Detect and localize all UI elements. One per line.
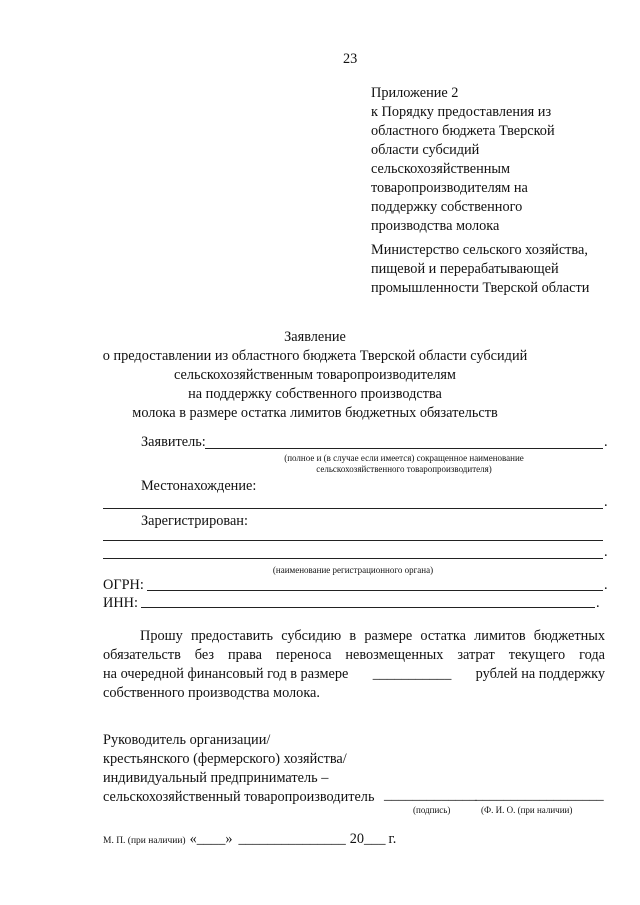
stamp-date-line xyxy=(103,830,396,849)
name-field[interactable]: __________________ xyxy=(475,787,604,803)
title-line: Заявление xyxy=(284,329,346,345)
signature-field[interactable]: _____________ xyxy=(384,787,477,803)
request-text: на очередной финансовый год в размере xyxy=(103,666,349,682)
registered-field-1[interactable] xyxy=(103,540,603,541)
registered-label: Зарегистрирован: xyxy=(141,513,248,529)
location-field[interactable] xyxy=(103,508,603,509)
appendix-line: к Порядку предоставления из xyxy=(371,104,552,120)
addressee-block xyxy=(371,241,631,298)
signatory-line: индивидуальный предприниматель – xyxy=(103,770,329,786)
name-hint: (Ф. И. О. (при наличии) xyxy=(481,805,573,815)
appendix-line: поддержку собственного xyxy=(371,199,523,215)
year-suffix: г. xyxy=(388,831,397,847)
appendix-line: области субсидий xyxy=(371,142,480,158)
inn-label: ИНН: xyxy=(103,595,138,611)
mp-label: М. П. (при наличии) xyxy=(103,836,186,846)
inn-field[interactable] xyxy=(141,607,595,608)
signature-hint: (подпись) xyxy=(413,805,451,815)
applicant-label: Заявитель: xyxy=(141,434,206,450)
period: . xyxy=(604,494,608,510)
year-field[interactable]: ___ xyxy=(364,831,386,847)
signatory-line: Руководитель организации/ xyxy=(103,732,271,748)
addressee-line: промышленности Тверской области xyxy=(371,280,590,296)
title-line: о предоставлении из областного бюджета Тверской области субсидий xyxy=(102,348,528,364)
request-line-amount xyxy=(103,665,605,684)
document-title xyxy=(80,328,550,423)
period: . xyxy=(596,595,600,611)
appendix-line: сельскохозяйственным xyxy=(371,161,511,177)
quote-open: « xyxy=(189,831,197,847)
applicant-hint-2: сельскохозяйственного товаропроизводителя) xyxy=(316,464,492,474)
appendix-line: товаропроизводителям на xyxy=(371,180,528,196)
registered-field-2[interactable] xyxy=(103,558,603,559)
request-text: рублей на поддержку xyxy=(475,666,605,682)
request-line: собственного производства молока. xyxy=(103,685,320,701)
addressee-line: пищевой и перерабатывающей xyxy=(371,261,559,277)
request-line: обязательств без права переноса невозмещенных затрат текущего года xyxy=(103,647,605,663)
appendix-line: производства молока xyxy=(371,218,500,234)
signatory-block xyxy=(103,731,403,807)
year-prefix: 20 xyxy=(349,831,365,847)
registered-hint: (наименование регистрационного органа) xyxy=(272,565,434,575)
title-line: сельскохозяйственным товаропроизводителям xyxy=(174,367,456,383)
title-line: молока в размере остатка лимитов бюджетных обязательств xyxy=(132,405,498,421)
amount-field[interactable]: ___________ xyxy=(372,666,452,682)
signatory-line: крестьянского (фермерского) хозяйства/ xyxy=(103,751,347,767)
location-label: Местонахождение: xyxy=(141,478,257,494)
month-field[interactable]: _______________ xyxy=(238,831,346,847)
ogrn-field[interactable] xyxy=(147,590,603,591)
signatory-line: сельскохозяйственный товаропроизводитель xyxy=(103,789,375,805)
request-paragraph xyxy=(103,627,605,703)
title-line: на поддержку собственного производства xyxy=(188,386,442,402)
appendix-line: областного бюджета Тверской xyxy=(371,123,555,139)
applicant-hint-1: (полное и (в случае если имеется) сокращенное наименование xyxy=(284,453,524,463)
page-number: 23 xyxy=(343,51,358,67)
period: . xyxy=(604,434,608,450)
appendix-line: Приложение 2 xyxy=(371,85,459,101)
appendix-block xyxy=(371,84,621,236)
quote-close: » xyxy=(225,831,233,847)
period: . xyxy=(604,577,608,593)
request-line: Прошу предоставить субсидию в размере остатка лимитов бюджетных xyxy=(140,628,605,644)
addressee-line: Министерство сельского хозяйства, xyxy=(371,242,588,258)
period: . xyxy=(604,544,608,560)
day-field[interactable]: ____ xyxy=(196,831,226,847)
applicant-field[interactable] xyxy=(205,448,603,449)
ogrn-label: ОГРН: xyxy=(103,577,144,593)
